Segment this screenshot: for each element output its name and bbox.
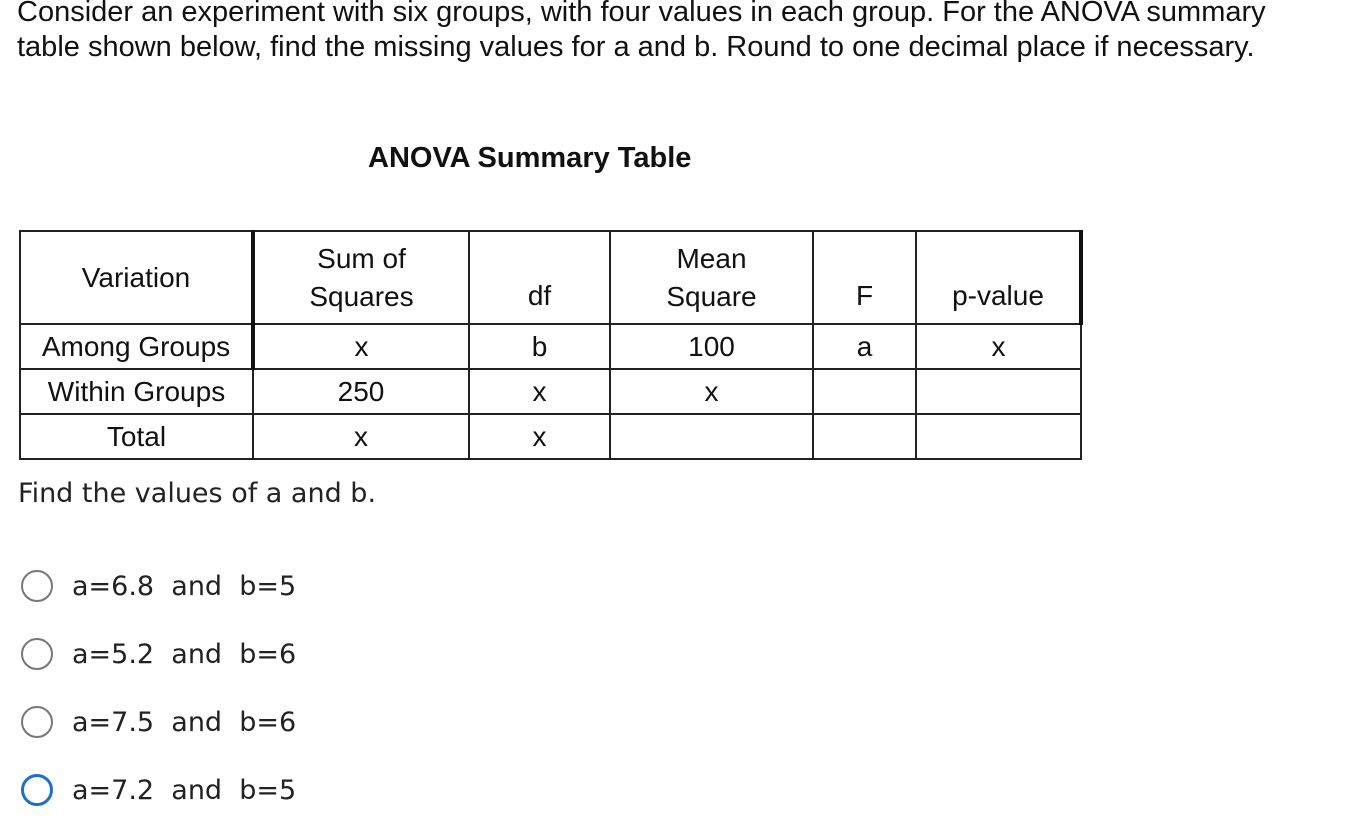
- cell-f: [813, 414, 916, 459]
- header-df: df: [469, 231, 610, 324]
- cell-variation: Among Groups: [20, 324, 253, 369]
- option-label[interactable]: a=7.5 and b=6: [72, 706, 297, 738]
- cell-sum-of-squares: 250: [253, 369, 469, 414]
- answer-option-1[interactable]: [21, 564, 296, 608]
- anova-summary-table: [19, 230, 1083, 460]
- option-label[interactable]: a=6.8 and b=5: [72, 570, 297, 602]
- cell-variation: Within Groups: [20, 369, 253, 414]
- table-row: [20, 324, 1081, 369]
- radio-button[interactable]: [21, 706, 53, 738]
- option-label[interactable]: a=5.2 and b=6: [72, 638, 297, 670]
- cell-sum-of-squares: x: [253, 414, 469, 459]
- cell-p-value: x: [916, 324, 1081, 369]
- table-row: [20, 414, 1081, 459]
- cell-df: x: [469, 414, 610, 459]
- header-sum-of-squares: Sum of Squares: [253, 231, 469, 324]
- option-label[interactable]: a=7.2 and b=5: [72, 774, 297, 806]
- cell-p-value: [916, 414, 1081, 459]
- radio-button[interactable]: [21, 774, 53, 806]
- table-row: [20, 369, 1081, 414]
- header-mean-square: Mean Square: [610, 231, 813, 324]
- cell-mean-square: 100: [610, 324, 813, 369]
- cell-variation: Total: [20, 414, 253, 459]
- header-p-value: p-value: [916, 231, 1081, 324]
- prompt-text: Find the values of a and b.: [18, 478, 377, 509]
- radio-button[interactable]: [21, 638, 53, 670]
- answer-option-4[interactable]: [21, 768, 296, 812]
- cell-f: a: [813, 324, 916, 369]
- radio-button[interactable]: [21, 570, 53, 602]
- answer-options: [21, 564, 296, 836]
- cell-mean-square: [610, 414, 813, 459]
- header-variation: Variation: [20, 231, 253, 324]
- cell-p-value: [916, 369, 1081, 414]
- cell-mean-square: x: [610, 369, 813, 414]
- answer-option-2[interactable]: [21, 632, 296, 676]
- answer-option-3[interactable]: [21, 700, 296, 744]
- cell-df: b: [469, 324, 610, 369]
- table-title: ANOVA Summary Table: [368, 142, 692, 174]
- cell-f: [813, 369, 916, 414]
- header-f: F: [813, 231, 916, 324]
- table-header-row: [20, 231, 1081, 324]
- cell-sum-of-squares: x: [253, 324, 469, 369]
- question-text: Consider an experiment with six groups, with four values in each group. For the ANOVA summary table shown below, find the missing values for a and b. Round to one decimal place if necessary.: [17, 0, 1266, 63]
- cell-df: x: [469, 369, 610, 414]
